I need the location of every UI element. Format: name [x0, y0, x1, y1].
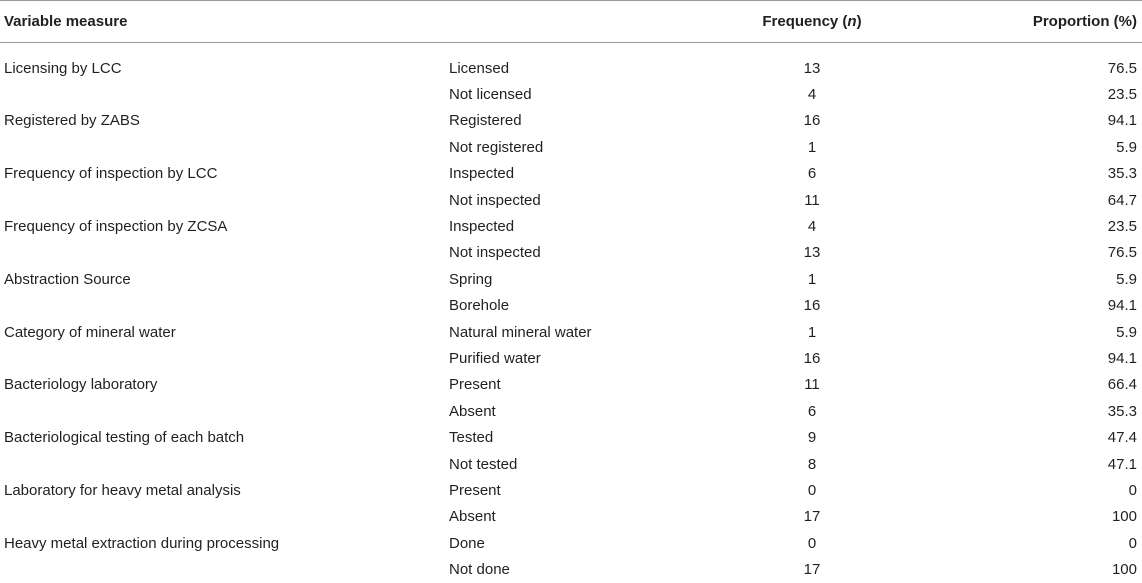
cell-frequency: 11: [804, 376, 820, 394]
table-row: [0, 161, 1142, 187]
cell-category: Present: [449, 481, 501, 499]
table-row: [0, 266, 1142, 292]
header-frequency: [712, 1, 912, 42]
table-row: [0, 108, 1142, 134]
header-frequency-suffix: ): [856, 13, 862, 30]
cell-variable: Registered by ZABS: [4, 112, 140, 130]
cell-proportion: 94.1: [1107, 349, 1137, 367]
cell-category: Inspected: [449, 165, 515, 183]
cell-proportion: 94.1: [1107, 112, 1137, 130]
table-row: [0, 81, 1142, 107]
cell-variable: Laboratory for heavy metal analysis: [4, 481, 241, 499]
table-row: [0, 293, 1142, 319]
cell-frequency: 9: [807, 429, 817, 447]
cell-proportion: 47.4: [1107, 429, 1137, 447]
cell-category: Absent: [449, 508, 496, 526]
cell-variable: Frequency of inspection by LCC: [4, 165, 218, 183]
cell-proportion: 5.9: [1116, 323, 1137, 341]
cell-category: Absent: [449, 402, 496, 420]
header-frequency-prefix: Frequency (: [762, 13, 848, 30]
cell-proportion: 94.1: [1107, 297, 1137, 315]
table-row: [0, 187, 1142, 213]
table-row: [0, 504, 1142, 530]
cell-proportion: 66.4: [1107, 376, 1137, 394]
cell-variable: Abstraction Source: [4, 270, 131, 288]
header-frequency-n: n: [847, 13, 857, 30]
cell-category: Inspected: [449, 218, 515, 236]
table-row: [0, 213, 1142, 239]
cell-frequency: 13: [803, 59, 821, 77]
cell-frequency: 4: [807, 218, 817, 236]
cell-variable: Heavy metal extraction during processing: [4, 534, 280, 552]
table-body: [0, 43, 1142, 583]
cell-variable: Bacteriological testing of each batch: [4, 429, 245, 447]
cell-variable: Frequency of inspection by ZCSA: [4, 218, 228, 236]
cell-frequency: 17: [803, 561, 821, 579]
cell-proportion: 0: [1128, 534, 1137, 552]
cell-proportion: 35.3: [1107, 402, 1137, 420]
table-row: [0, 451, 1142, 477]
cell-frequency: 6: [807, 165, 817, 183]
cell-category: Tested: [449, 429, 494, 447]
cell-category: Not licensed: [449, 86, 532, 104]
cell-category: Not inspected: [449, 244, 541, 262]
cell-category: Purified water: [449, 349, 541, 367]
cell-frequency: 16: [803, 297, 821, 315]
cell-frequency: 1: [807, 270, 817, 288]
cell-frequency: 1: [807, 138, 817, 156]
cell-variable: Bacteriology laboratory: [4, 376, 158, 394]
cell-proportion: 5.9: [1116, 138, 1137, 156]
cell-category: Natural mineral water: [449, 323, 592, 341]
cell-proportion: 5.9: [1116, 270, 1137, 288]
cell-proportion: 23.5: [1107, 86, 1137, 104]
cell-category: Not tested: [449, 455, 518, 473]
cell-category: Not registered: [449, 138, 544, 156]
table-row: [0, 55, 1142, 81]
cell-category: Spring: [449, 270, 493, 288]
cell-category: Not done: [449, 561, 510, 579]
table-row: [0, 556, 1142, 582]
cell-proportion: 35.3: [1107, 165, 1137, 183]
table-row: [0, 319, 1142, 345]
cell-proportion: 76.5: [1107, 59, 1137, 77]
cell-proportion: 76.5: [1107, 244, 1137, 262]
header-variable-measure: Variable measure: [4, 13, 128, 30]
table-row: [0, 424, 1142, 450]
table-row: [0, 345, 1142, 371]
table-row: [0, 372, 1142, 398]
cell-proportion: 47.1: [1107, 455, 1137, 473]
cell-category: Registered: [449, 112, 522, 130]
cell-proportion: 64.7: [1107, 191, 1137, 209]
table-row: [0, 240, 1142, 266]
table-row: [0, 398, 1142, 424]
cell-category: Licensed: [449, 59, 510, 77]
cell-frequency: 0: [807, 481, 817, 499]
cell-proportion: 100: [1111, 561, 1137, 579]
cell-frequency: 1: [807, 323, 817, 341]
table-header-row: [0, 1, 1142, 42]
cell-frequency: 16: [803, 112, 821, 130]
cell-category: Done: [449, 534, 485, 552]
cell-frequency: 0: [807, 534, 817, 552]
cell-frequency: 11: [804, 191, 820, 209]
cell-proportion: 0: [1128, 481, 1137, 499]
table-row: [0, 134, 1142, 160]
cell-frequency: 6: [807, 402, 817, 420]
table-row: [0, 530, 1142, 556]
cell-category: Present: [449, 376, 501, 394]
cell-frequency: 16: [803, 349, 821, 367]
table-row: [0, 477, 1142, 503]
cell-category: Borehole: [449, 297, 510, 315]
cell-variable: Licensing by LCC: [4, 59, 122, 77]
cell-proportion: 23.5: [1107, 218, 1137, 236]
cell-frequency: 17: [803, 508, 821, 526]
cell-frequency: 4: [807, 86, 817, 104]
header-proportion: Proportion (%): [1032, 13, 1137, 30]
cell-variable: Category of mineral water: [4, 323, 176, 341]
cell-category: Not inspected: [449, 191, 541, 209]
cell-frequency: 8: [807, 455, 817, 473]
cell-frequency: 13: [803, 244, 821, 262]
cell-proportion: 100: [1111, 508, 1137, 526]
